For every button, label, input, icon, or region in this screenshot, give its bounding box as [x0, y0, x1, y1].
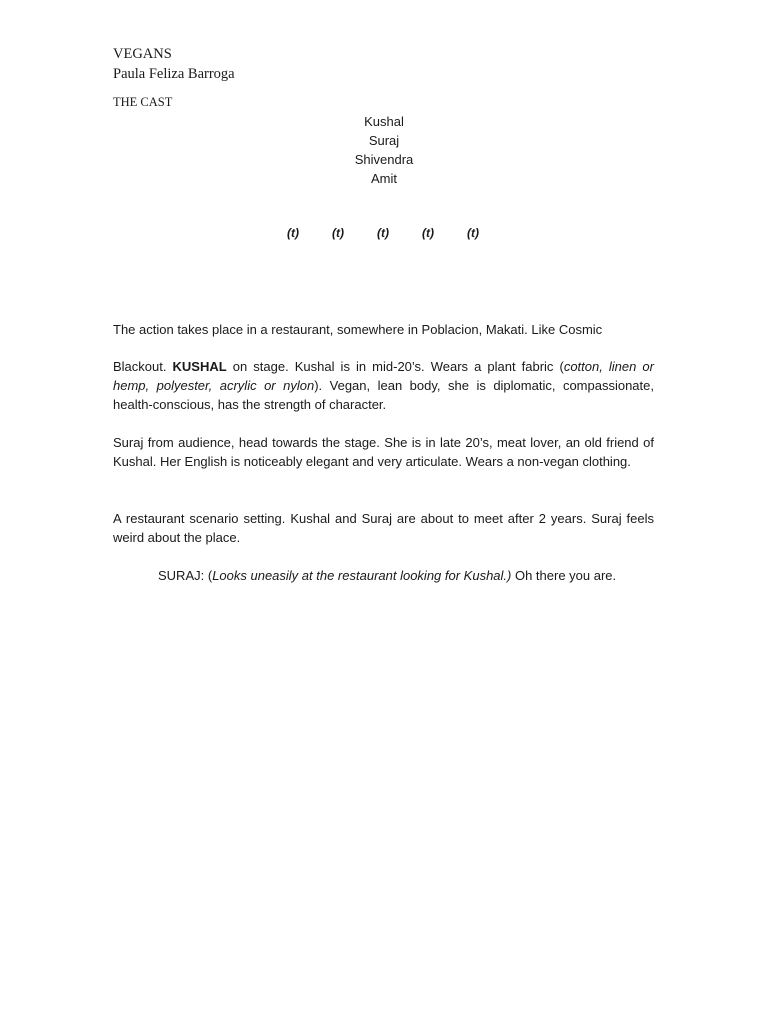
- cast-member: Shivendra: [354, 152, 414, 167]
- cast-member: Amit: [371, 171, 397, 186]
- kushal-intro-mid: on stage. Kushal is in mid-20’s. Wears a plant fabric (: [226, 359, 564, 374]
- stage-direction: Looks uneasily at the restaurant looking for Kushal.): [212, 568, 512, 583]
- dialogue-line: [158, 566, 658, 585]
- cast-member: Kushal: [364, 114, 404, 129]
- scenario-paragraph: A restaurant scenario setting. Kushal and Suraj are about to meet after 2 years. Suraj feels weird about the place.: [113, 511, 654, 545]
- character-name-kushal: KUSHAL: [172, 359, 227, 374]
- section-divider: [280, 226, 500, 244]
- speaker-name: SURAJ:: [158, 568, 205, 583]
- suraj-intro-paragraph: Suraj from audience, head towards the stage. She is in late 20’s, meat lover, an old friend of Kushal. Her English is noticeably elegant and very articulate. Wears a non-vegan clothing.: [113, 435, 654, 469]
- cast-heading: THE CAST: [113, 95, 173, 109]
- cast-list: [284, 112, 484, 188]
- divider-mark: (t): [332, 226, 344, 240]
- dialogue-open: (: [204, 568, 213, 583]
- author-name: Paula Feliza Barroga: [113, 66, 235, 82]
- kushal-intro-post: ). Vegan, lean body, she is diplomatic, compassionate, health-conscious, has the strength of character.: [113, 378, 654, 412]
- fabric-list: cotton, linen or hemp, polyester, acrylic or nylon: [113, 359, 654, 393]
- kushal-intro-pre: Blackout.: [113, 359, 173, 374]
- cast-member: Suraj: [368, 133, 400, 148]
- setting-paragraph: The action takes place in a restaurant, somewhere in Poblacion, Makati. Like Cosmic: [113, 322, 603, 337]
- spoken-line: Oh there you are.: [511, 568, 617, 583]
- divider-mark: (t): [377, 226, 389, 240]
- play-title: VEGANS: [113, 46, 172, 62]
- divider-mark: (t): [422, 226, 434, 240]
- kushal-intro-paragraph: [113, 357, 654, 414]
- divider-mark: (t): [287, 226, 299, 240]
- divider-mark: (t): [467, 226, 479, 240]
